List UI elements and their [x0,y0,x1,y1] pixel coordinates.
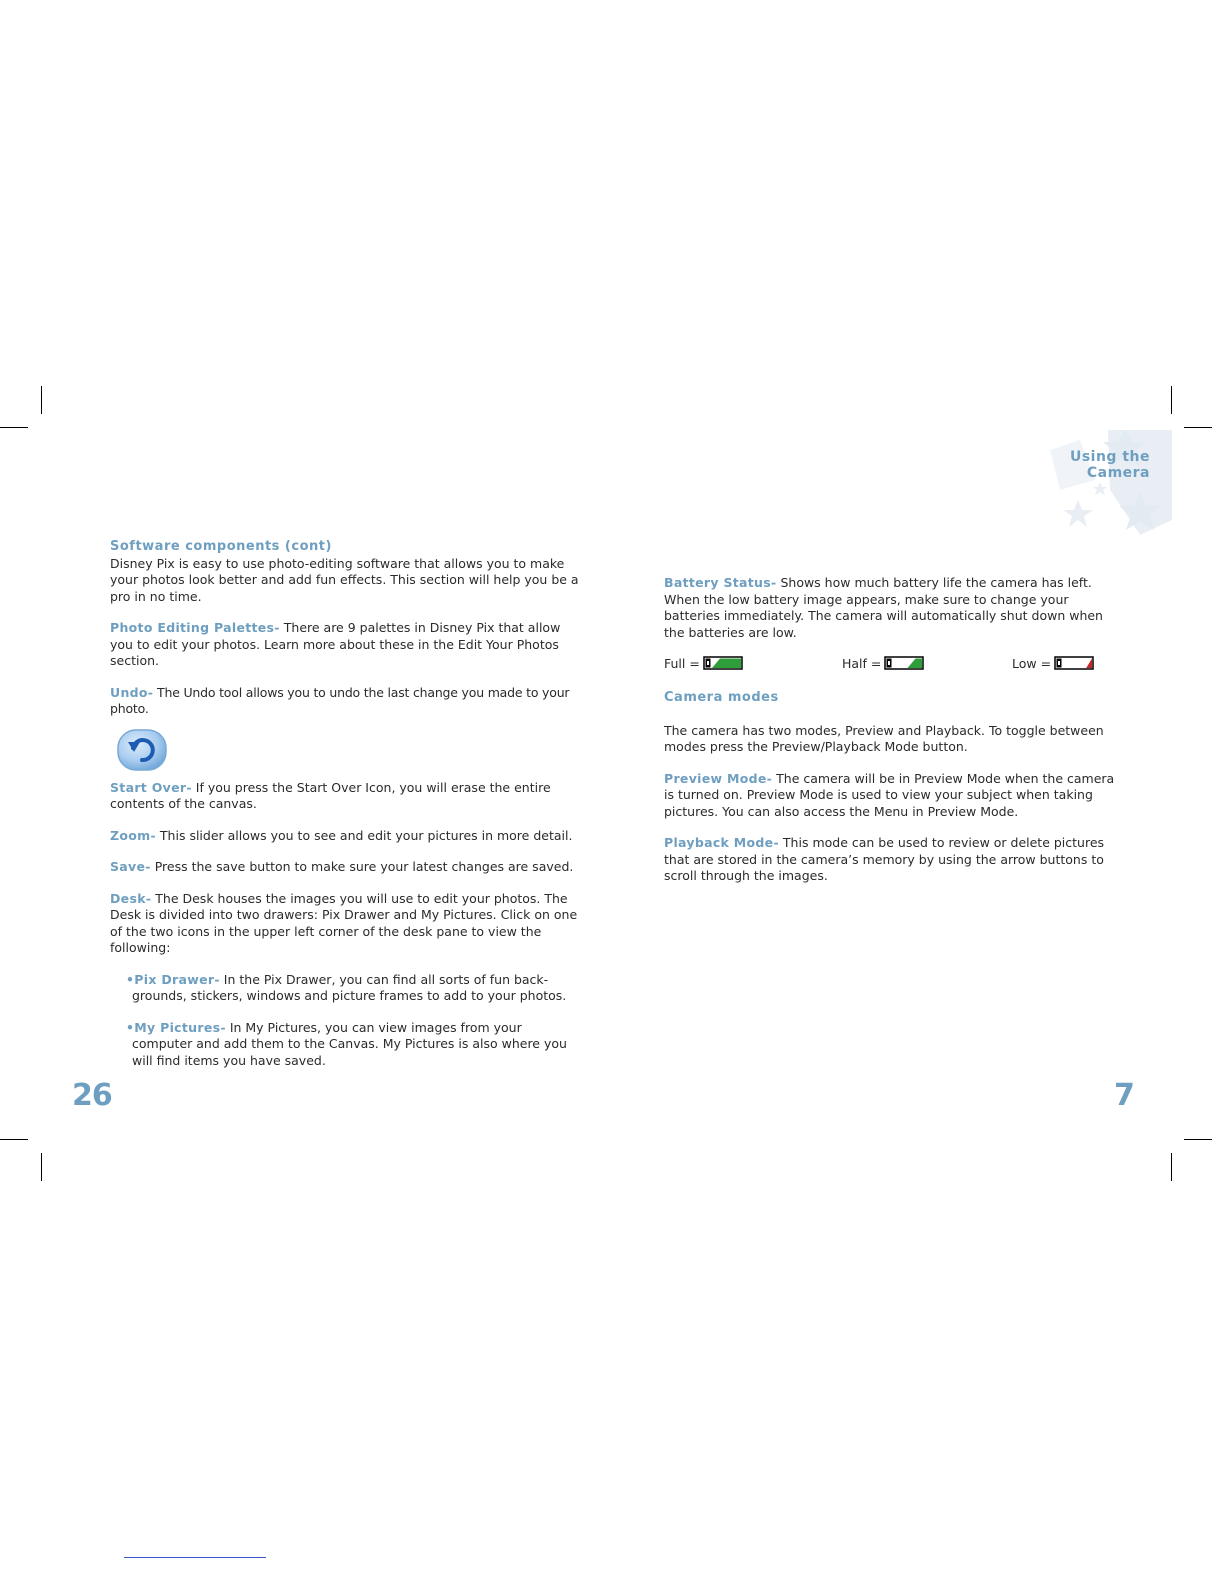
undo-term: Undo- [110,684,154,700]
photo-editing-term: Photo Editing Palettes- [110,620,280,635]
section-tab-title [1070,449,1150,481]
crop-mark [41,386,42,414]
desk-paragraph [110,891,585,957]
right-column [664,575,1119,900]
stars-decoration-icon [1040,430,1172,542]
battery-low-label: Low = [1012,656,1052,671]
battery-full [664,656,743,673]
battery-status-text: Shows how much battery life the camera has left. When the low battery image appears, make sure to change your batteries immediately. The camera will automatically shut down when the batteries are low. [664,575,1103,640]
pix-drawer-term: •Pix Drawer- [126,971,220,987]
playback-mode-text: This mode can be used to review or delete pictures that are stored in the camera’s memory by using the arrow buttons to scroll through the images. [664,835,1105,883]
preview-mode-text: The camera will be in Preview Mode when the camera is turned on. Preview Mode is used to view your subject when taking pictures. You can also access the Menu in Preview Mode. [664,770,1115,819]
zoom-paragraph [110,828,585,845]
divider-line [124,1557,266,1558]
battery-half [842,656,924,673]
preview-mode-paragraph [664,771,1119,821]
crop-mark [1171,386,1172,414]
crop-mark [41,1153,42,1181]
undo-text: The Undo tool allows you to undo the last change you made to your photo. [110,684,570,716]
desk-term: Desk- [110,890,152,906]
zoom-term: Zoom- [110,827,156,843]
preview-mode-term: Preview Mode- [664,770,773,786]
battery-low [1012,656,1094,673]
start-over-text: If you press the Start Over Icon, you will erase the entire contents of the canvas. [110,779,551,811]
save-paragraph [110,859,585,876]
right-page-number: 7 [1114,1078,1134,1113]
battery-half-icon [884,656,924,670]
crop-mark [0,427,28,428]
start-over-paragraph [110,780,585,813]
battery-full-icon [703,656,743,670]
playback-mode-term: Playback Mode- [664,835,779,850]
section-tab-line1: Using the [1069,449,1150,465]
save-term: Save- [110,859,151,874]
my-pictures-line [126,1019,585,1070]
pix-drawer-line [126,971,585,1005]
left-column [110,539,585,1084]
section-tab-line2: Camera [1086,465,1150,481]
photo-editing-paragraph [110,620,585,670]
camera-modes-heading: Camera modes [664,690,779,705]
battery-status-term: Battery Status- [664,575,777,590]
photo-editing-text: There are 9 palettes in Disney Pix that allow you to edit your photos. Learn more about these in the Edit Your Photos section. [110,620,561,668]
modes-intro-paragraph: The camera has two modes, Preview and Playback. To toggle between modes press the Preview/Playback Mode button. [664,722,1104,754]
battery-status-paragraph [664,575,1119,641]
pix-drawer-item [110,972,585,1005]
battery-full-label: Full = [664,656,700,671]
battery-half-label: Half = [842,656,882,671]
left-page-number: 26 [72,1078,112,1113]
playback-mode-paragraph [664,835,1119,885]
pix-drawer-text: In the Pix Drawer, you can find all sorts of fun back-grounds, stickers, windows and picture frames to add to your photos. [132,971,567,1003]
crop-mark [1184,1139,1212,1140]
crop-mark [0,1139,28,1140]
crop-mark [1184,427,1212,428]
undo-icon [116,728,168,772]
zoom-text: This slider allows you to see and edit your pictures in more detail. [155,827,573,843]
crop-mark [1171,1153,1172,1181]
software-components-heading: Software components (cont) [110,539,332,554]
my-pictures-item [110,1020,585,1070]
battery-levels [664,656,1119,676]
save-text: Press the save button to make sure your latest changes are saved. [150,859,574,874]
start-over-term: Start Over- [110,779,192,795]
desk-text: The Desk houses the images you will use to edit your photos. The Desk is divided into two drawers: Pix Drawer and My Pictures. Click on one of the two icons in the upper left corner of the desk pane to view the following: [110,890,578,955]
battery-low-icon [1054,656,1094,670]
intro-paragraph: Disney Pix is easy to use photo-editing software that allows you to make your photos look better and add fun effects. This section will help you be a pro in no time. [110,555,579,604]
my-pictures-text: In My Pictures, you can view images from your computer and add them to the Canvas. My Pictures is also where you will find items you have saved. [132,1019,567,1068]
section-tab [1040,430,1172,542]
undo-paragraph [110,685,585,718]
my-pictures-term: •My Pictures- [126,1019,226,1035]
